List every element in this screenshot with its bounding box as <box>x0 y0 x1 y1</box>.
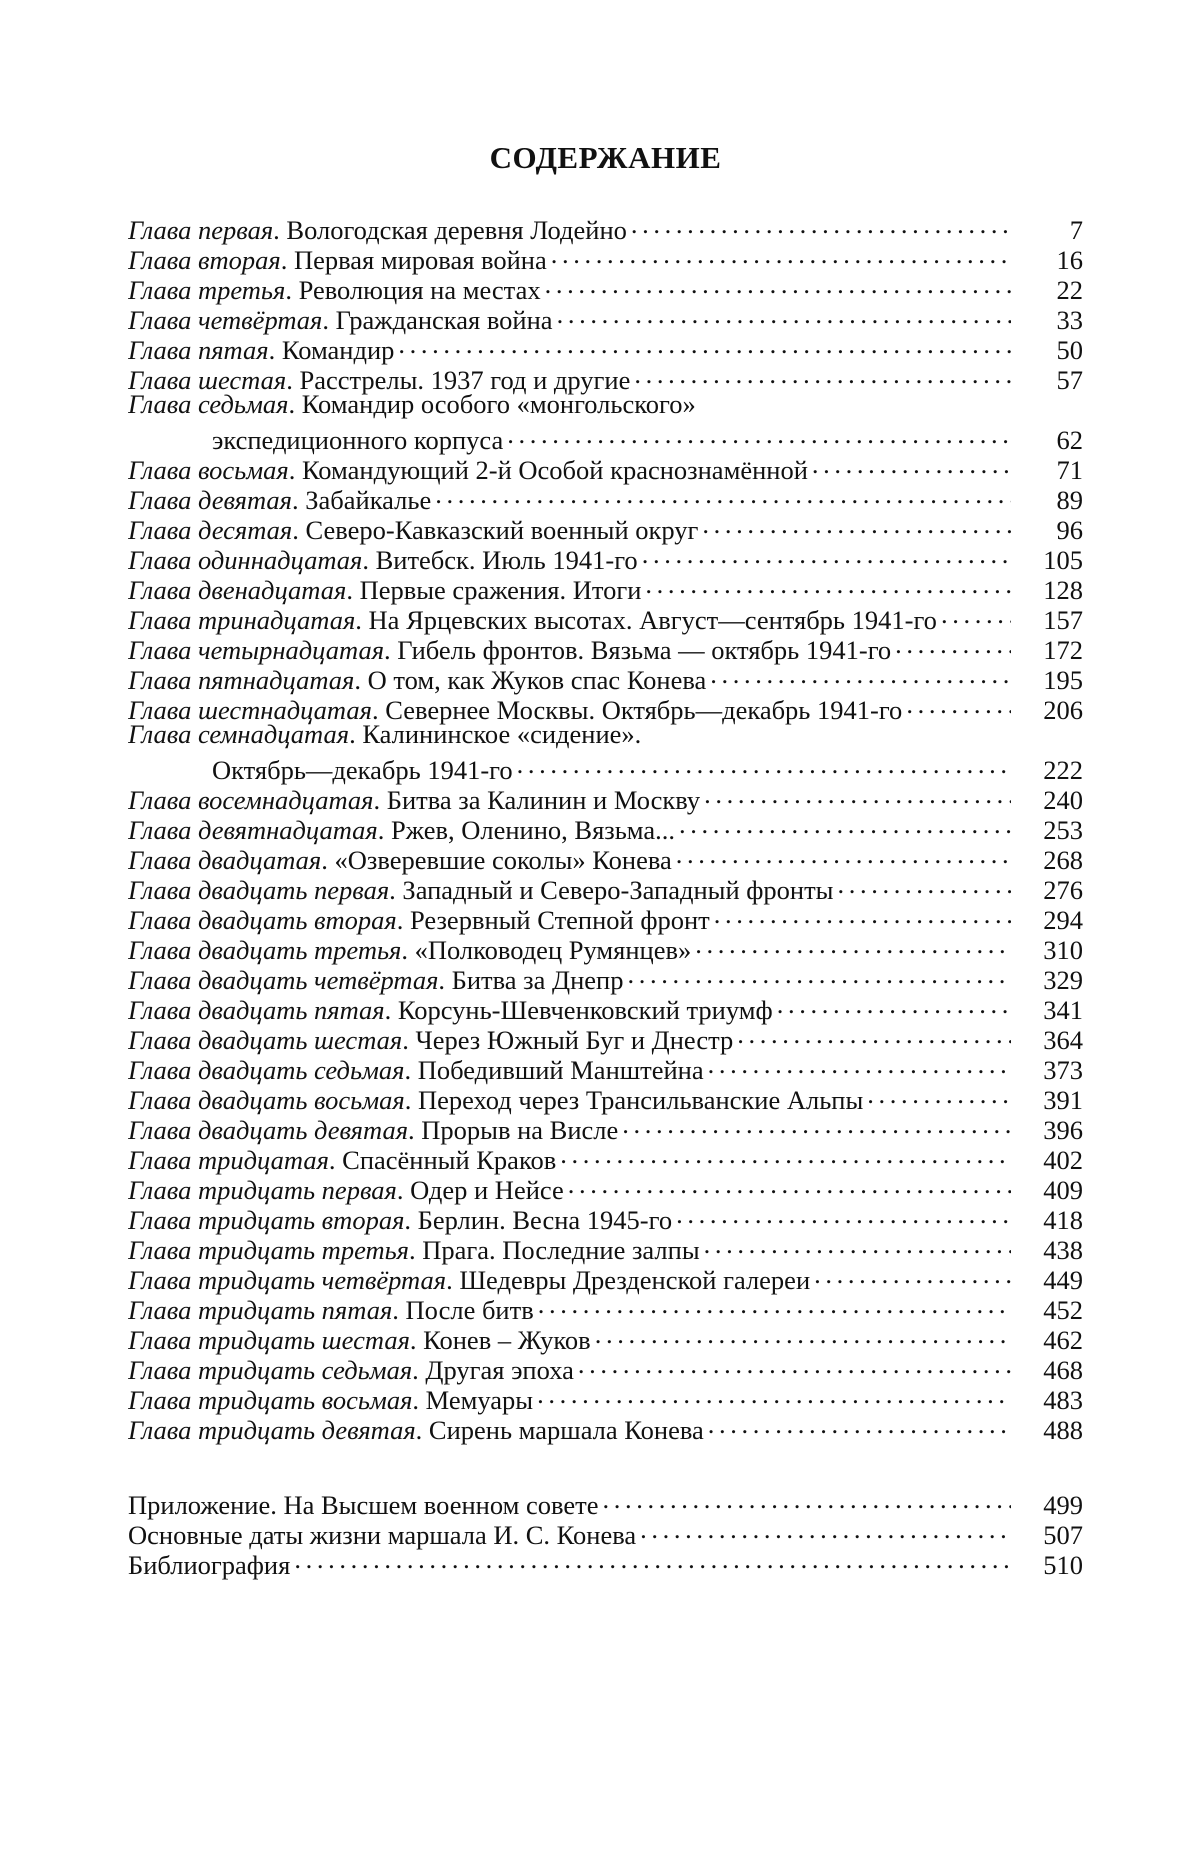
entry-title: Глава четырнадцатая. Гибель фронтов. Вязьма — октябрь 1941-го <box>128 635 892 665</box>
dot-leader <box>645 569 1011 599</box>
dot-leader <box>676 839 1011 869</box>
chapter-title: Западный и Северо-Западный фронты <box>402 875 834 905</box>
chapter-label: Глава двадцать пятая <box>128 995 385 1025</box>
chapter-label: Глава двадцать восьмая <box>128 1085 405 1115</box>
chapter-title: Прага. Последние залпы <box>422 1235 700 1265</box>
entry-title: Глава тридцать четвёртая. Шедевры Дрезденской галереи <box>128 1265 811 1295</box>
entry-title: Глава восемнадцатая. Битва за Калинин и Москву <box>128 785 701 815</box>
entry-title: Глава девятнадцатая. Ржев, Оленино, Вязьма... <box>128 815 676 845</box>
dot-leader <box>634 359 1011 389</box>
chapter-label: Глава тридцать седьмая <box>128 1355 413 1385</box>
chapter-title: Спасённый Краков <box>342 1145 557 1175</box>
chapter-label: Глава тридцать третья <box>128 1235 409 1265</box>
entry-title: Глава вторая. Первая мировая война <box>128 245 547 275</box>
page-number: 7 <box>1069 215 1083 245</box>
page-number: 62 <box>1056 425 1083 455</box>
dot-leader <box>631 209 1011 239</box>
page-number: 438 <box>1043 1235 1083 1265</box>
entry-title: Глава третья. Революция на местах <box>128 275 541 305</box>
chapter-title: Битва за Днепр <box>451 965 624 995</box>
entry-title: Глава двадцать шестая. Через Южный Буг и Днестр <box>128 1025 734 1055</box>
page-number: 510 <box>1043 1550 1083 1580</box>
chapter-title: О том, как Жуков спас Конева <box>367 665 707 695</box>
chapter-title: Сирень маршала Конева <box>428 1415 704 1445</box>
chapter-title-continuation: Октябрь—декабрь 1941-го <box>212 755 513 785</box>
chapter-label: Глава двадцать третья <box>128 935 402 965</box>
chapter-title: Гибель фронтов. Вязьма — октябрь 1941-го <box>397 635 892 665</box>
entry-title: Глава двадцать вторая. Резервный Степной фронт <box>128 905 710 935</box>
page-number: 276 <box>1043 875 1083 905</box>
chapter-title: Командующий 2-й Особой краснознамённой <box>301 455 808 485</box>
entry-title: Глава десятая. Северо-Кавказский военный округ <box>128 515 699 545</box>
page-number: 222 <box>1043 755 1083 785</box>
entry-title: Глава тридцать пятая. После битв <box>128 1295 534 1325</box>
chapter-title: Шедевры Дрезденской галереи <box>459 1265 811 1295</box>
page-number: 409 <box>1043 1175 1083 1205</box>
entry-title: Глава тридцать первая. Одер и Нейсе <box>128 1175 564 1205</box>
page-number: 268 <box>1043 845 1083 875</box>
chapter-label: Глава пятая <box>128 335 269 365</box>
dot-leader <box>640 1514 1011 1544</box>
page-number: 33 <box>1056 305 1083 335</box>
dot-leader <box>704 1229 1011 1259</box>
page-number: 96 <box>1056 515 1083 545</box>
dot-leader <box>679 809 1011 839</box>
chapter-label: Глава девятая <box>128 485 292 515</box>
chapter-label: Глава двадцать шестая <box>128 1025 403 1055</box>
dot-leader <box>941 599 1011 629</box>
page-number: 488 <box>1043 1415 1083 1445</box>
entry-title: Глава тридцать девятая. Сирень маршала Конева <box>128 1415 704 1445</box>
chapter-label: Глава тридцать девятая <box>128 1415 416 1445</box>
page-number: 341 <box>1043 995 1083 1025</box>
dot-leader <box>538 1289 1011 1319</box>
chapter-label: Глава двадцать седьмая <box>128 1055 405 1085</box>
page-number: 240 <box>1043 785 1083 815</box>
page-number: 507 <box>1043 1520 1083 1550</box>
entry-title: Глава двадцать четвёртая. Битва за Днепр <box>128 965 624 995</box>
page-number: 22 <box>1056 275 1083 305</box>
entry-title: Глава двадцать первая. Западный и Северо-Западный фронты <box>128 875 834 905</box>
chapter-title: Северо-Кавказский военный округ <box>305 515 699 545</box>
chapter-title: Корсунь-Шевченковский триумф <box>397 995 773 1025</box>
chapter-label: Глава двадцать вторая <box>128 905 397 935</box>
dot-leader <box>895 629 1011 659</box>
entry-title: Глава семнадцатая. Калининское «сидение». <box>128 719 642 749</box>
chapter-label: Глава третья <box>128 275 286 305</box>
dot-leader <box>814 1259 1011 1289</box>
chapter-title: На Ярцевских высотах. Август—сентябрь 1941-го <box>368 605 937 635</box>
dot-leader <box>602 1484 1011 1514</box>
chapter-title: Берлин. Весна 1945-го <box>417 1205 673 1235</box>
chapter-label: Глава пятнадцатая <box>128 665 355 695</box>
chapter-label: Глава одиннадцатая <box>128 545 363 575</box>
toc-entry <box>128 209 1083 245</box>
entry-title: Глава двадцать пятая. Корсунь-Шевченковский триумф <box>128 995 773 1025</box>
chapter-list <box>128 209 1083 1445</box>
dot-leader <box>737 1019 1011 1049</box>
chapter-label: Глава шестая <box>128 365 287 395</box>
page-number: 105 <box>1043 545 1083 575</box>
page-number: 483 <box>1043 1385 1083 1415</box>
chapter-label: Глава двадцать первая <box>128 875 390 905</box>
chapter-title: Мемуары <box>425 1385 534 1415</box>
dot-leader <box>398 329 1011 359</box>
page-number: 294 <box>1043 905 1083 935</box>
entry-title: Глава тридцать вторая. Берлин. Весна 1945-го <box>128 1205 673 1235</box>
chapter-title: Ржев, Оленино, Вязьма... <box>391 815 676 845</box>
entry-title: Глава тридцать третья. Прага. Последние залпы <box>128 1235 700 1265</box>
page-number: 253 <box>1043 815 1083 845</box>
chapter-label: Глава тринадцатая <box>128 605 356 635</box>
entry-title: Глава двадцать девятая. Прорыв на Висле <box>128 1115 619 1145</box>
chapter-label: Глава вторая <box>128 245 281 275</box>
chapter-label: Глава десятая <box>128 515 293 545</box>
chapter-label: Глава девятнадцатая <box>128 815 378 845</box>
chapter-title: Революция на местах <box>298 275 541 305</box>
entry-title: Глава одиннадцатая. Витебск. Июль 1941-го <box>128 545 638 575</box>
chapter-label: Глава первая <box>128 215 274 245</box>
chapter-label: Глава тридцать шестая <box>128 1325 410 1355</box>
dot-leader <box>578 1349 1011 1379</box>
dot-leader <box>812 449 1011 479</box>
appendix-title: Библиография <box>128 1550 291 1580</box>
entry-title: Глава шестнадцатая. Севернее Москвы. Октябрь—декабрь 1941-го <box>128 695 903 725</box>
entry-title: Глава седьмая. Командир особого «монгольского» <box>128 389 696 419</box>
chapter-title: «Озверевшие соколы» Конева <box>334 845 672 875</box>
dot-leader <box>545 269 1011 299</box>
page-title: СОДЕРЖАНИЕ <box>489 140 722 175</box>
page-number: 157 <box>1043 605 1083 635</box>
chapter-title: Победивший Манштейна <box>417 1055 704 1085</box>
dot-leader <box>507 419 1011 449</box>
appendix-title: Основные даты жизни маршала И. С. Конева <box>128 1520 637 1550</box>
entry-title: Глава восьмая. Командующий 2-й Особой краснознамённой <box>128 455 808 485</box>
chapter-label: Глава восьмая <box>128 455 289 485</box>
page-number: 310 <box>1043 935 1083 965</box>
appendix-title: Приложение. На Высшем военном совете <box>128 1490 599 1520</box>
chapter-title: Витебск. Июль 1941-го <box>375 545 638 575</box>
dot-leader <box>906 689 1011 719</box>
chapter-title: Командир особого «монгольского» <box>301 389 696 419</box>
page-number: 391 <box>1043 1085 1083 1115</box>
dot-leader <box>551 239 1011 269</box>
dot-leader <box>622 1109 1011 1139</box>
chapter-label: Глава двадцать четвёртая <box>128 965 439 995</box>
page-number: 373 <box>1043 1055 1083 1085</box>
chapter-label: Глава тридцать восьмая <box>128 1385 413 1415</box>
appendix-entry <box>128 1484 1083 1520</box>
page-number: 57 <box>1056 365 1083 395</box>
dot-leader <box>777 989 1011 1019</box>
chapter-title: После битв <box>405 1295 534 1325</box>
chapter-title: Первые сражения. Итоги <box>359 575 642 605</box>
page-number: 89 <box>1056 485 1083 515</box>
dot-leader <box>628 959 1012 989</box>
dot-leader <box>557 299 1011 329</box>
page-number: 71 <box>1056 455 1083 485</box>
dot-leader <box>595 1319 1011 1349</box>
page-number: 329 <box>1043 965 1083 995</box>
chapter-label: Глава тридцать вторая <box>128 1205 405 1235</box>
chapter-title: Забайкалье <box>305 485 432 515</box>
chapter-title: Первая мировая война <box>293 245 547 275</box>
entry-title: Глава четвёртая. Гражданская война <box>128 305 553 335</box>
page-number: 16 <box>1056 245 1083 275</box>
chapter-label: Глава тридцать четвёртая <box>128 1265 447 1295</box>
dot-leader <box>838 869 1012 899</box>
dot-leader <box>708 1409 1011 1439</box>
dot-leader <box>710 659 1011 689</box>
entry-title: Глава двадцать восьмая. Переход через Трансильванские Альпы <box>128 1085 864 1115</box>
page-number: 452 <box>1043 1295 1083 1325</box>
page-number: 206 <box>1043 695 1083 725</box>
chapter-label: Глава тридцать первая <box>128 1175 397 1205</box>
chapter-label: Глава тридцатая <box>128 1145 329 1175</box>
chapter-title: Командир <box>281 335 395 365</box>
entry-title: Глава пятая. Командир <box>128 335 395 365</box>
entry-title: Глава двадцать третья. «Полководец Румянцев» <box>128 935 692 965</box>
chapter-title: Гражданская война <box>335 305 553 335</box>
entry-title: Глава тридцать восьмая. Мемуары <box>128 1385 534 1415</box>
page-number: 449 <box>1043 1265 1083 1295</box>
chapter-label: Глава четырнадцатая <box>128 635 385 665</box>
toc-entry <box>128 389 1083 419</box>
entry-title: Глава девятая. Забайкалье <box>128 485 432 515</box>
dot-leader <box>294 1544 1011 1574</box>
dot-leader <box>435 479 1011 509</box>
chapter-title: Другая эпоха <box>425 1355 574 1385</box>
chapter-title: Через Южный Буг и Днестр <box>415 1025 734 1055</box>
entry-title: Глава двадцатая. «Озверевшие соколы» Конева <box>128 845 672 875</box>
chapter-title: Резервный Степной фронт <box>409 905 710 935</box>
chapter-title: Переход через Трансильванские Альпы <box>417 1085 864 1115</box>
entry-title: Глава двадцать седьмая. Победивший Манштейна <box>128 1055 704 1085</box>
chapter-title: Конев – Жуков <box>423 1325 591 1355</box>
dot-leader <box>695 929 1011 959</box>
chapter-label: Глава четвёртая <box>128 305 323 335</box>
entry-title: Глава пятнадцатая. О том, как Жуков спас Конева <box>128 665 707 695</box>
entry-title: Глава шестая. Расстрелы. 1937 год и другие <box>128 365 631 395</box>
appendix-list <box>128 1484 1083 1580</box>
page-number: 128 <box>1043 575 1083 605</box>
page-number: 402 <box>1043 1145 1083 1175</box>
dot-leader <box>676 1199 1011 1229</box>
chapter-label: Глава седьмая <box>128 389 289 419</box>
dot-leader <box>560 1139 1011 1169</box>
toc-entry-continuation <box>128 419 1083 455</box>
toc-entry <box>128 719 1083 749</box>
chapter-title: Одер и Нейсе <box>410 1175 564 1205</box>
entry-title: Глава тридцать седьмая. Другая эпоха <box>128 1355 574 1385</box>
chapter-title: Расстрелы. 1937 год и другие <box>299 365 631 395</box>
chapter-title: Битва за Калинин и Москву <box>386 785 701 815</box>
dot-leader <box>537 1379 1011 1409</box>
page-number: 499 <box>1043 1490 1083 1520</box>
dot-leader <box>704 779 1011 809</box>
entry-title: Глава тридцатая. Спасённый Краков <box>128 1145 557 1175</box>
dot-leader <box>568 1169 1011 1199</box>
dot-leader <box>702 509 1011 539</box>
dot-leader <box>714 899 1011 929</box>
entry-title: Глава тридцать шестая. Конев – Жуков <box>128 1325 591 1355</box>
chapter-title: Вологодская деревня Лодейно <box>286 215 627 245</box>
page-number: 195 <box>1043 665 1083 695</box>
page-number: 364 <box>1043 1025 1083 1055</box>
chapter-title-continuation: экспедиционного корпуса <box>212 425 504 455</box>
chapter-title: «Полководец Румянцев» <box>414 935 692 965</box>
dot-leader <box>517 749 1011 779</box>
chapter-label: Глава восемнадцатая <box>128 785 374 815</box>
chapter-label: Глава двадцатая <box>128 845 322 875</box>
page-number: 462 <box>1043 1325 1083 1355</box>
dot-leader <box>867 1079 1011 1109</box>
entry-title: Глава двенадцатая. Первые сражения. Итоги <box>128 575 642 605</box>
chapter-label: Глава тридцать пятая <box>128 1295 393 1325</box>
chapter-label: Глава шестнадцатая <box>128 695 372 725</box>
page-number: 396 <box>1043 1115 1083 1145</box>
dot-leader <box>708 1049 1011 1079</box>
chapter-label: Глава двенадцатая <box>128 575 347 605</box>
chapter-title: Севернее Москвы. Октябрь—декабрь 1941-го <box>385 695 903 725</box>
page-number: 468 <box>1043 1355 1083 1385</box>
page-number: 418 <box>1043 1205 1083 1235</box>
chapter-label: Глава семнадцатая <box>128 719 350 749</box>
page-number: 50 <box>1056 335 1083 365</box>
entry-title: Глава тринадцатая. На Ярцевских высотах. Август—сентябрь 1941-го <box>128 605 937 635</box>
chapter-title: Прорыв на Висле <box>421 1115 619 1145</box>
chapter-label: Глава двадцать девятая <box>128 1115 409 1145</box>
page-number: 172 <box>1043 635 1083 665</box>
chapter-title: Калининское «сидение». <box>362 719 642 749</box>
toc-entry-continuation <box>128 749 1083 785</box>
dot-leader <box>642 539 1011 569</box>
entry-title: Глава первая. Вологодская деревня Лодейно <box>128 215 627 245</box>
